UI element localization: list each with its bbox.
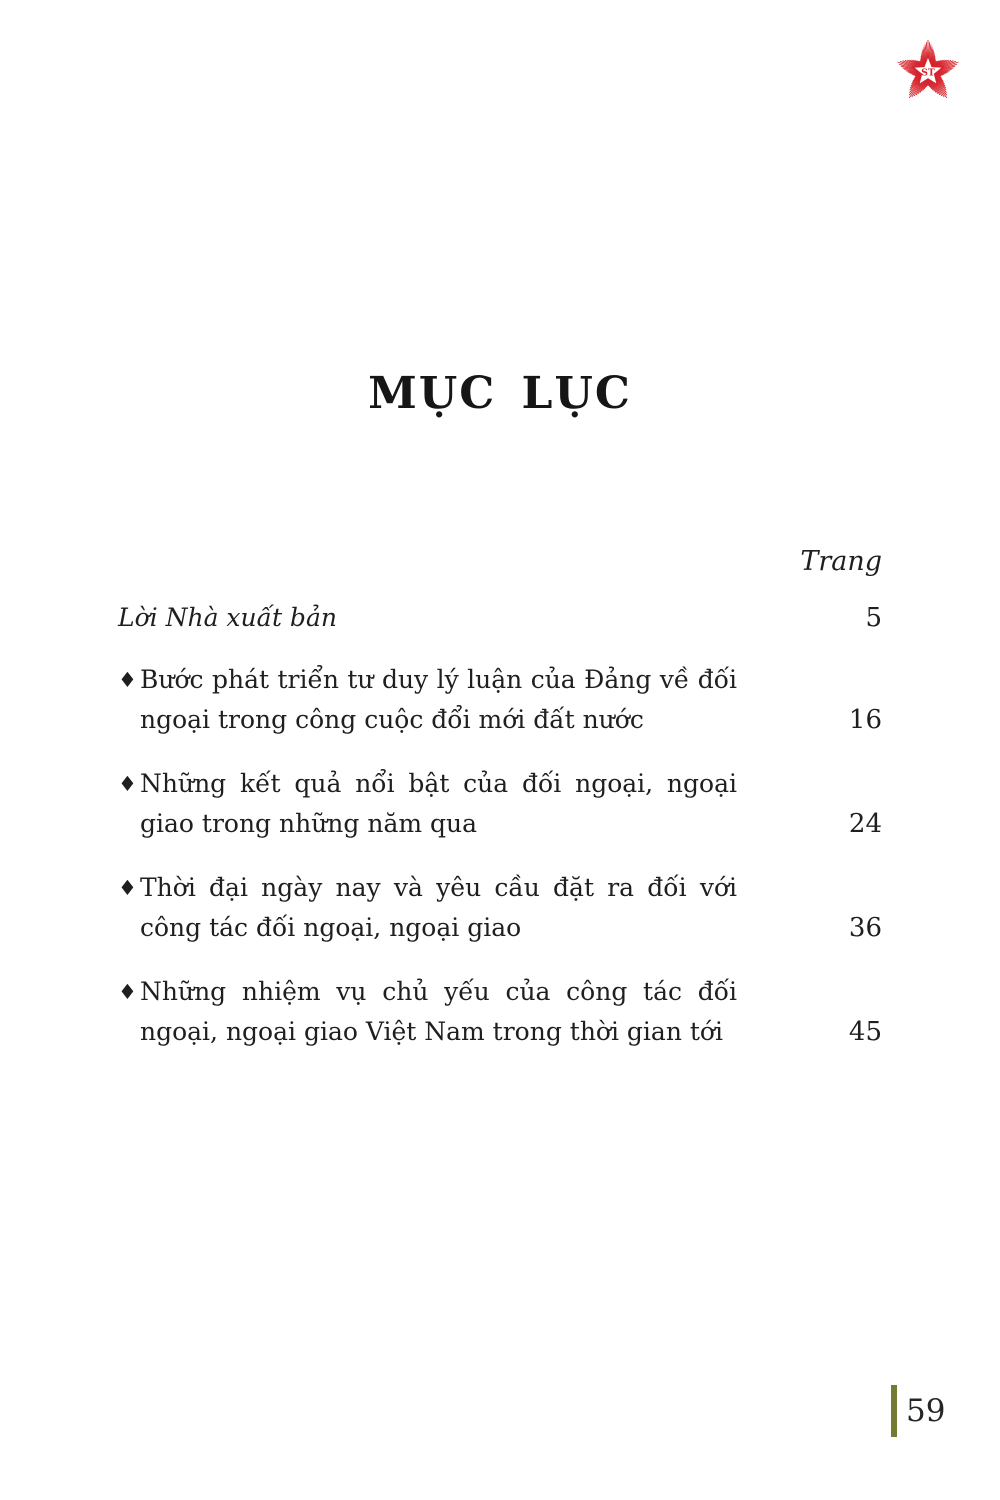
toc-item-page-number: 16 [848, 705, 882, 735]
preface-label: Lời Nhà xuất bản [118, 603, 337, 632]
toc-item-page-number: 24 [848, 809, 882, 839]
diamond-bullet-icon: ♦ [118, 876, 137, 900]
toc-item-label: Những nhiệm vụ chủ yếu của công tác đối ngoại, ngoại giao Việt Nam trong thời gian tới [140, 977, 737, 1046]
page-title: MỤC LỤC [368, 368, 632, 419]
diamond-bullet-icon: ♦ [118, 980, 137, 1004]
toc-item-page-number: 45 [848, 1017, 882, 1047]
toc-item-label: Bước phát triển tư duy lý luận của Đảng về đối ngoại trong công cuộc đổi mới đất nước [140, 665, 737, 734]
toc-row-item-1 [118, 660, 882, 740]
toc-item-label: Thời đại ngày nay và yêu cầu đặt ra đối với công tác đối ngoại, ngoại giao [140, 873, 737, 942]
publisher-star-logo-icon [894, 38, 962, 106]
diamond-bullet-icon: ♦ [118, 668, 137, 692]
diamond-bullet-icon: ♦ [118, 772, 137, 796]
toc-row-item-3 [118, 868, 882, 948]
toc-row-item-2 [118, 764, 882, 844]
preface-page-number: 5 [865, 603, 882, 633]
folio-page-number: 59 [906, 1393, 946, 1429]
toc-row-item-4 [118, 972, 882, 1052]
svg-text:ST: ST [921, 67, 935, 79]
footer [891, 1385, 945, 1437]
footer-accent-bar [891, 1385, 897, 1437]
table-of-contents [118, 542, 882, 1052]
page-column-header: Trang [800, 546, 882, 577]
toc-row-preface [118, 598, 882, 638]
toc-item-label: Những kết quả nổi bật của đối ngoại, ngoại giao trong những năm qua [140, 769, 737, 838]
toc-item-page-number: 36 [848, 913, 882, 943]
